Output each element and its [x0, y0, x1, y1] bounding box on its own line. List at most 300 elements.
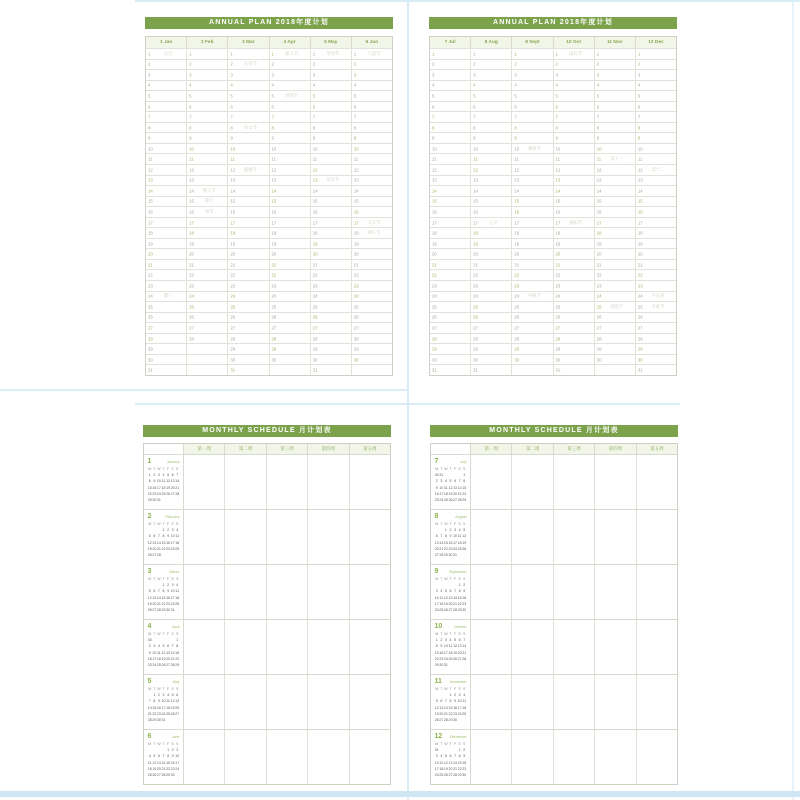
day-number: 17	[271, 220, 277, 226]
day-number: 12	[312, 167, 318, 173]
annual-day-cell	[471, 365, 512, 375]
annual-day-cell	[187, 260, 228, 270]
mini-calendar-day: 18	[156, 656, 161, 661]
annual-day-cell	[270, 334, 311, 344]
day-number: 27	[312, 325, 318, 331]
mini-calendar-day: 3	[157, 473, 160, 478]
annual-day-cell	[352, 91, 392, 101]
annual-day-cell	[228, 323, 269, 333]
mini-calendar-weekday: T	[162, 742, 165, 746]
annual-day-cell	[471, 228, 512, 238]
mini-calendar-day: 26	[448, 498, 453, 503]
annual-day-cell	[146, 302, 187, 312]
mini-calendar-header-spacer	[144, 444, 184, 454]
day-number: 27	[555, 325, 561, 331]
mini-calendar-grid	[148, 576, 180, 613]
day-number: 15	[555, 198, 561, 204]
mini-calendar-day: 2	[167, 528, 170, 533]
mini-calendar-day: 11	[462, 699, 467, 704]
annual-day-cell	[146, 207, 187, 217]
annual-day-row	[430, 227, 676, 238]
annual-day-row	[146, 206, 392, 217]
day-number: 14	[514, 188, 520, 194]
week-plan-cell	[637, 675, 677, 729]
mini-calendar-day: 25	[439, 773, 444, 778]
mini-calendar-day	[175, 772, 180, 778]
day-number: 28	[230, 336, 236, 342]
annual-day-cell	[187, 197, 228, 207]
mini-calendar-day: 3	[454, 528, 457, 533]
annual-day-cell	[270, 355, 311, 365]
mini-calendar-weekday: T	[153, 522, 156, 526]
annual-day-cell	[146, 281, 187, 291]
day-number: 21	[473, 262, 478, 268]
annual-month-header: 12 Dec	[648, 40, 664, 45]
day-number: 19	[353, 241, 359, 247]
annual-day-cell	[471, 197, 512, 207]
day-number: 30	[432, 357, 437, 363]
day-number: 14	[230, 188, 236, 194]
mini-calendar-month-number: 4	[147, 622, 152, 630]
mini-calendar-month-number: 5	[147, 677, 152, 685]
mini-calendar-day: 5	[171, 693, 174, 698]
mini-calendar-day: 1	[162, 528, 165, 533]
mini-calendar-weekday: W	[157, 577, 161, 581]
mini-calendar-heading	[148, 733, 180, 740]
day-number: 19	[637, 241, 643, 247]
day-number: 2	[514, 61, 517, 67]
week-plan-cell	[308, 455, 349, 509]
mini-calendar-day: 15	[161, 540, 166, 545]
annual-day-cell	[311, 355, 352, 365]
week-plan-cell	[554, 510, 595, 564]
annual-day-cell	[352, 123, 392, 133]
day-number: 10	[596, 146, 602, 152]
annual-day-cell	[311, 218, 352, 228]
day-number: 12	[555, 167, 561, 173]
day-number: 6	[148, 104, 151, 109]
mini-calendar-day: 5	[454, 638, 457, 643]
mini-calendar-day: 8	[463, 479, 466, 484]
mini-calendar-day: 5	[449, 479, 452, 484]
day-number: 23	[555, 283, 561, 289]
week-header: 第一周	[471, 444, 512, 454]
mini-calendar-weekday: F	[166, 522, 170, 526]
day-number: 6	[514, 104, 517, 109]
day-number: 1	[148, 51, 151, 57]
day-number: 14	[189, 188, 194, 194]
week-plan-cell	[595, 675, 636, 729]
annual-day-cell	[187, 154, 228, 164]
day-number: 25	[555, 304, 561, 310]
annual-day-cell	[554, 249, 595, 259]
mini-calendar-day: 23	[170, 766, 175, 771]
day-number: 22	[353, 272, 359, 278]
mini-calendar-day: 24	[434, 773, 439, 778]
annual-day-cell	[311, 239, 352, 249]
annual-day-cell	[430, 365, 471, 375]
mini-calendar-day: 9	[449, 534, 452, 539]
mini-calendar-day: 30	[462, 608, 467, 613]
mini-calendar-day: 4	[458, 528, 461, 533]
mini-calendar-day: 1	[463, 473, 466, 478]
mini-calendar-day: 7	[454, 589, 457, 594]
annual-day-cell	[512, 165, 553, 175]
annual-day-cell	[187, 313, 228, 323]
mini-calendar-day: 28	[156, 608, 161, 613]
annual-day-row	[430, 354, 676, 365]
mini-calendar-heading	[435, 458, 467, 465]
mini-calendar-day: 8	[176, 644, 179, 649]
monthly-schedule-table-7-12	[430, 443, 678, 785]
mini-calendar-day: 2	[148, 644, 151, 649]
mini-calendar-day: 19	[462, 540, 467, 545]
annual-day-cell	[352, 355, 392, 365]
day-number: 7	[148, 114, 151, 120]
annual-day-cell	[352, 249, 392, 259]
day-number: 1	[555, 51, 558, 57]
day-number: 25	[271, 304, 277, 310]
day-number: 24	[148, 293, 153, 299]
mini-calendar-day: 23	[434, 498, 439, 503]
monthly-month-row	[144, 509, 390, 564]
mini-calendar-header-spacer	[431, 444, 471, 454]
day-number: 18	[555, 230, 561, 236]
annual-day-cell	[228, 197, 269, 207]
annual-day-cell	[187, 207, 228, 217]
mini-calendar-day: 26	[166, 491, 171, 496]
mini-calendar-grid	[435, 741, 467, 778]
annual-day-cell	[311, 60, 352, 70]
day-number: 2	[148, 61, 151, 67]
monthly-month-row	[431, 729, 677, 784]
mini-calendar-day: 21	[147, 711, 152, 716]
day-number: 2	[432, 61, 435, 67]
day-number: 26	[473, 314, 478, 320]
annual-day-cell	[512, 270, 553, 280]
annual-day-cell	[512, 197, 553, 207]
mini-calendar-weekday: F	[453, 687, 457, 691]
mini-calendar-day: 17	[453, 540, 458, 545]
day-number: 20	[555, 251, 561, 257]
annual-day-cell	[311, 186, 352, 196]
day-number: 30	[473, 357, 478, 363]
week-header: 第一周	[184, 444, 225, 454]
annual-day-cell	[430, 292, 471, 302]
day-number: 15	[596, 198, 602, 204]
day-number: 16	[555, 209, 561, 215]
annual-day-cell	[311, 81, 352, 91]
holiday-label: 双十一	[610, 156, 624, 162]
mini-calendar-day: 14	[443, 705, 448, 710]
annual-day-cell	[187, 281, 228, 291]
day-number: 2	[473, 61, 476, 67]
day-number: 26	[637, 314, 643, 320]
annual-day-cell	[352, 365, 392, 375]
annual-day-cell	[430, 133, 471, 143]
annual-day-cell	[554, 239, 595, 249]
annual-day-cell	[636, 186, 676, 196]
annual-plan-table-jan-jun	[145, 36, 393, 376]
mini-calendar-day: 29	[462, 498, 467, 503]
mini-calendar-day: 23	[166, 546, 171, 551]
mini-calendar-day: 25	[443, 498, 448, 503]
mini-calendar-day: 9	[148, 650, 151, 655]
annual-day-cell	[471, 281, 512, 291]
day-number: 17	[189, 220, 194, 226]
annual-day-cell	[554, 270, 595, 280]
mini-calendar-weekday: W	[444, 467, 448, 471]
annual-day-cell	[352, 270, 392, 280]
mini-calendar-day: 7	[458, 479, 461, 484]
mini-calendar-day: 17	[175, 760, 180, 765]
week-plan-cell	[554, 620, 595, 674]
mini-calendar-day: 22	[448, 711, 453, 716]
mini-calendar-weekday: F	[453, 742, 457, 746]
annual-day-cell	[430, 49, 471, 59]
day-number: 7	[312, 114, 316, 120]
mini-calendar-day: 16	[439, 650, 444, 655]
mini-calendar-day: 20	[453, 491, 458, 496]
day-number: 21	[432, 262, 437, 268]
day-number: 19	[473, 241, 478, 247]
annual-day-cell	[228, 292, 269, 302]
annual-month-header: 6 Jun	[365, 40, 379, 45]
day-number: 23	[473, 283, 478, 289]
mini-calendar-day	[462, 662, 467, 668]
day-number: 28	[312, 336, 318, 342]
mini-calendar	[144, 510, 184, 564]
day-number: 28	[432, 336, 437, 342]
annual-day-cell	[554, 144, 595, 154]
annual-day-cell	[270, 270, 311, 280]
annual-day-cell	[430, 102, 471, 112]
day-number: 21	[312, 262, 318, 268]
mini-calendar-weekday: F	[453, 467, 457, 471]
mini-calendar-day: 6	[176, 693, 179, 698]
day-number: 5	[637, 93, 641, 99]
annual-day-cell	[352, 218, 392, 228]
holiday-label: 重阳节	[569, 219, 583, 225]
day-number: 8	[189, 125, 192, 131]
annual-day-cell	[228, 302, 269, 312]
day-number: 8	[353, 125, 357, 131]
annual-day-cell	[270, 91, 311, 101]
annual-day-cell	[187, 49, 228, 59]
day-number: 26	[432, 314, 437, 320]
mini-calendar-day: 1	[176, 638, 179, 643]
day-number: 11	[189, 156, 194, 162]
day-number: 11	[473, 156, 478, 162]
annual-day-cell	[430, 91, 471, 101]
mini-calendar-weekday: T	[440, 632, 443, 636]
day-number: 22	[148, 272, 153, 278]
mini-calendar-weekday: T	[162, 687, 165, 691]
annual-day-row	[146, 101, 392, 112]
annual-day-cell	[430, 281, 471, 291]
annual-day-cell	[595, 165, 636, 175]
week-header: 第五周	[350, 444, 390, 454]
mini-calendar-day: 9	[440, 644, 443, 649]
annual-day-cell	[311, 91, 352, 101]
annual-plan-page-jul-dec	[429, 17, 677, 376]
annual-day-cell	[228, 260, 269, 270]
mini-calendar-day: 8	[167, 754, 170, 759]
day-number: 7	[271, 114, 274, 120]
mini-calendar-weekday: S	[458, 687, 461, 691]
day-number: 28	[353, 336, 359, 342]
mini-calendar-day: 23	[156, 711, 161, 716]
mini-calendar-month-number: 2	[147, 512, 152, 520]
day-number: 18	[514, 230, 520, 236]
day-number: 30	[148, 357, 153, 363]
mini-calendar-weekday: S	[463, 742, 466, 746]
annual-day-cell	[270, 133, 311, 143]
day-number: 6	[230, 104, 233, 109]
annual-day-cell	[146, 112, 187, 122]
annual-day-cell	[471, 102, 512, 112]
mini-calendar-heading	[435, 733, 467, 740]
day-number: 10	[555, 146, 561, 152]
annual-day-cell	[554, 49, 595, 59]
holiday-label: 妇女节	[243, 124, 257, 130]
annual-day-cell	[636, 302, 676, 312]
mini-calendar-day: 3	[176, 748, 179, 753]
day-number: 13	[353, 177, 359, 183]
mini-calendar-heading	[148, 678, 180, 685]
annual-day-cell	[636, 218, 676, 228]
day-number: 2	[271, 61, 274, 67]
day-number: 9	[230, 135, 233, 141]
mini-calendar-day: 31	[170, 608, 175, 613]
annual-day-row	[146, 196, 392, 207]
mini-calendar-day: 3	[171, 583, 174, 588]
annual-day-cell	[595, 197, 636, 207]
annual-day-cell	[512, 313, 553, 323]
mini-calendar-weekday: S	[463, 467, 466, 471]
annual-day-row	[430, 364, 676, 375]
annual-day-cell	[187, 165, 228, 175]
day-number: 2	[596, 61, 600, 67]
day-number: 26	[230, 314, 236, 320]
mini-calendar-weekday: M	[148, 467, 152, 471]
day-number: 8	[432, 125, 435, 131]
mini-calendar-grid	[435, 521, 467, 558]
day-number: 20	[637, 251, 643, 257]
annual-day-cell	[311, 365, 352, 375]
mini-calendar-day: 16	[156, 705, 161, 710]
annual-day-cell	[228, 112, 269, 122]
annual-day-cell	[554, 355, 595, 365]
mini-calendar-day: 29	[434, 663, 439, 668]
mini-calendar-day: 22	[161, 601, 166, 606]
monthly-month-row	[144, 619, 390, 674]
mini-calendar-day: 3	[435, 589, 438, 594]
day-number: 12	[353, 167, 359, 173]
annual-day-cell	[430, 344, 471, 354]
week-plan-cell	[595, 565, 636, 619]
week-plan-cell	[350, 565, 390, 619]
annual-day-cell	[430, 186, 471, 196]
day-number: 16	[312, 209, 318, 215]
mini-calendar-day: 27	[439, 718, 444, 723]
annual-day-cell	[430, 239, 471, 249]
annual-day-cell	[636, 334, 676, 344]
mini-calendar-day: 3	[153, 644, 156, 649]
day-number: 9	[596, 135, 600, 141]
mini-calendar-day: 22	[175, 656, 180, 661]
day-number: 18	[596, 230, 602, 236]
mini-calendar-month-name: April	[172, 624, 180, 629]
day-number: 20	[514, 251, 520, 257]
day-number: 27	[148, 325, 153, 331]
mini-calendar-day: 12	[147, 540, 152, 545]
week-plan-cell	[350, 455, 390, 509]
annual-day-cell	[270, 218, 311, 228]
day-number: 9	[637, 135, 641, 141]
mini-calendar-day: 6	[153, 589, 156, 594]
day-number: 28	[555, 336, 561, 342]
mini-calendar-day: 15	[457, 760, 462, 765]
mini-calendar-day: 16	[434, 491, 439, 496]
holiday-label: 教师节	[527, 145, 541, 151]
annual-day-cell	[471, 112, 512, 122]
annual-day-cell	[352, 133, 392, 143]
day-number: 22	[596, 272, 602, 278]
mini-calendar-grid	[148, 741, 180, 778]
day-number: 6	[312, 104, 316, 109]
annual-month-header: 7 Jul	[430, 37, 471, 48]
annual-day-cell	[146, 355, 187, 365]
annual-month-header: 9 Sept	[512, 37, 553, 48]
mini-calendar-day: 8	[148, 479, 151, 484]
week-plan-cell	[184, 455, 225, 509]
day-number: 12	[637, 167, 643, 173]
annual-day-cell	[430, 302, 471, 312]
annual-day-cell	[270, 239, 311, 249]
day-number: 4	[189, 82, 192, 88]
mini-calendar-day: 10	[175, 754, 180, 759]
mini-calendar-day: 21	[439, 546, 444, 551]
week-header: 第二周	[512, 444, 553, 454]
annual-day-cell	[146, 60, 187, 70]
annual-day-cell	[554, 123, 595, 133]
mini-calendar-day: 26	[147, 553, 152, 558]
day-number: 3	[432, 72, 435, 78]
annual-day-cell	[595, 207, 636, 217]
day-number: 27	[473, 325, 478, 331]
annual-day-cell	[311, 123, 352, 133]
day-number: 4	[312, 82, 316, 88]
mini-calendar-weekday: S	[171, 577, 174, 581]
annual-day-cell	[270, 260, 311, 270]
day-number: 31	[555, 367, 561, 373]
annual-day-cell	[554, 112, 595, 122]
day-number: 23	[353, 283, 359, 289]
day-number: 10	[230, 146, 236, 152]
day-number: 18	[353, 230, 359, 236]
annual-day-cell	[270, 281, 311, 291]
day-number: 20	[148, 251, 153, 257]
day-number: 3	[353, 72, 357, 78]
mini-calendar-day: 20	[448, 766, 453, 771]
holiday-label: 七夕	[488, 219, 498, 225]
annual-day-cell	[270, 292, 311, 302]
day-number: 23	[230, 283, 236, 289]
annual-day-cell	[146, 228, 187, 238]
annual-day-cell	[187, 218, 228, 228]
day-number: 6	[555, 104, 558, 109]
